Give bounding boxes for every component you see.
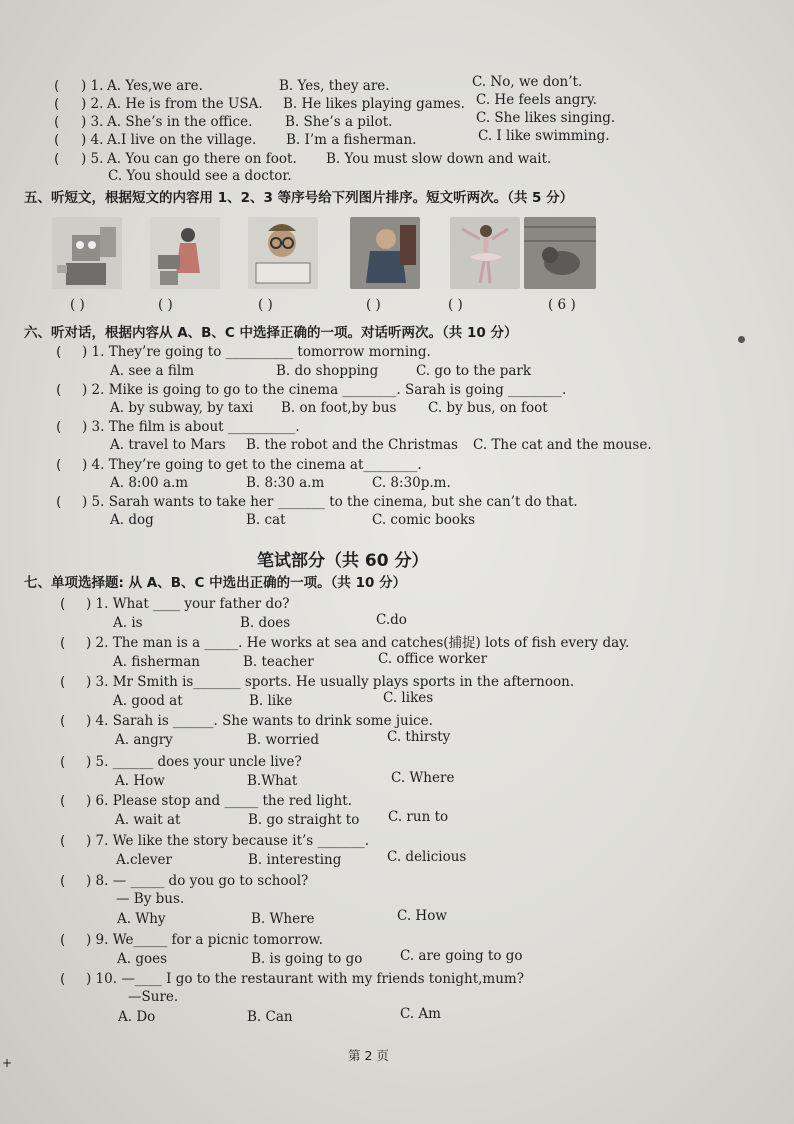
question-text: ) 10. —____ I go to the restaurant with my friends tonight,mum?: [86, 971, 524, 987]
answer-paren: (: [60, 713, 66, 729]
ink-dot: [738, 336, 745, 343]
answer-paren: (: [60, 932, 66, 948]
option-c: C. thirsty: [387, 729, 451, 745]
option-b: B. You must slow down and wait.: [326, 151, 552, 167]
option-b: B. go straight to: [248, 812, 360, 828]
option-a: A. see a film: [110, 363, 194, 379]
option-a: A. 8:00 a.m: [110, 475, 189, 491]
option-b: B. is going to go: [251, 951, 363, 967]
option-b: B. like: [249, 693, 293, 709]
option-b: B. do shopping: [276, 363, 379, 379]
answer-paren: (: [60, 596, 66, 612]
option-c: C. He feels angry.: [476, 92, 597, 108]
option-b: B. I’m a fisherman.: [286, 132, 417, 148]
picture-order-slot: ( ): [70, 297, 85, 313]
options-line: [0, 809, 794, 828]
picture-order-slot: ( ): [366, 297, 381, 313]
response-line: [0, 891, 794, 907]
question-text: ) 8. — _____ do you go to school?: [86, 873, 309, 889]
woman-cooking-picture: [150, 217, 220, 289]
options-line: [0, 849, 794, 868]
options-line: [0, 512, 794, 528]
option-a: A.I live on the village.: [107, 132, 257, 148]
option-c: C. Am: [400, 1006, 441, 1022]
question-text: ) 2. The man is a _____. He works at sea and catches(捕捉) lots of fish every day.: [86, 635, 630, 651]
options-line: [0, 1006, 794, 1025]
listening-item: [0, 151, 794, 167]
listening-item: [0, 74, 794, 94]
question-text: ) 1. What ____ your father do?: [86, 596, 290, 612]
question-number: ) 3.: [81, 114, 104, 130]
question-line: [0, 635, 794, 651]
option-b: B. the robot and the Christmas: [246, 437, 458, 453]
question-line: [0, 419, 794, 435]
picture-row: [52, 217, 612, 293]
options-line: [0, 948, 794, 967]
listening-item: [0, 110, 794, 130]
question-text: ) 5. ______ does your uncle live?: [86, 754, 302, 770]
question-line: [0, 873, 794, 889]
option-a: A. You can go there on foot.: [107, 151, 297, 167]
option-a: A. is: [113, 615, 143, 631]
question-text: ) 2. Mike is going to go to the cinema ________. Sarah is going ________.: [82, 382, 567, 398]
man-sitting-picture: [350, 217, 420, 289]
answer-paren: (: [60, 873, 66, 889]
answer-paren: (: [54, 114, 60, 130]
answer-paren: (: [56, 494, 62, 510]
picture-order-slot: ( 6 ): [548, 297, 576, 313]
cat-picture: [524, 217, 596, 289]
options-line: [0, 651, 794, 670]
question-text: ) 9. We_____ for a picnic tomorrow.: [86, 932, 323, 948]
answer-paren: (: [54, 96, 60, 112]
option-c: C. run to: [388, 809, 449, 825]
answer-paren: (: [56, 457, 62, 473]
ballet-dancer-picture: [450, 217, 520, 289]
listening-item-5-option-c: [0, 168, 794, 184]
question-text: ) 3. The film is about __________.: [82, 419, 300, 435]
question-text: ) 3. Mr Smith is_______ sports. He usually plays sports in the afternoon.: [86, 674, 575, 690]
listening-item: [0, 128, 794, 148]
question-line: [0, 674, 794, 690]
answer-paren: (: [56, 344, 62, 360]
answer-paren: (: [60, 971, 66, 987]
answer-paren: (: [60, 674, 66, 690]
answer-paren: (: [56, 419, 62, 435]
question-text: ) 4. Sarah is ______. She wants to drink some juice.: [86, 713, 433, 729]
option-b: B.What: [247, 773, 298, 789]
question-number: ) 5.: [81, 151, 104, 167]
options-line: [0, 475, 794, 491]
answer-paren: (: [60, 833, 66, 849]
question-text: ) 4. They’re going to get to the cinema at________.: [82, 457, 422, 473]
option-a: A.clever: [116, 852, 172, 868]
option-c: C. She likes singing.: [476, 110, 616, 126]
answer-paren: (: [54, 132, 60, 148]
option-c: C. You should see a doctor.: [108, 168, 292, 184]
corner-mark: +: [2, 1056, 13, 1070]
option-b: B. on foot,by bus: [281, 400, 397, 416]
question-line: [0, 971, 794, 987]
option-a: A. fisherman: [113, 654, 200, 670]
answer-paren: (: [54, 78, 60, 94]
option-a: A. good at: [113, 693, 183, 709]
option-c: C. comic books: [372, 512, 476, 528]
option-b: B. does: [240, 615, 291, 631]
answer-paren: (: [60, 754, 66, 770]
options-line: [0, 770, 794, 789]
picture-order-slot: ( ): [448, 297, 463, 313]
option-c: C. I like swimming.: [478, 128, 610, 144]
boy-reading-picture: [248, 217, 318, 289]
option-a: A. by subway, by taxi: [110, 400, 254, 416]
options-line: [0, 437, 794, 453]
question-line: [0, 833, 794, 849]
option-c: C. go to the park: [416, 363, 532, 379]
section5-title: 五、听短文，根据短文的内容用 1、2、3 等序号给下列图片排序。短文听两次。（共 5 分）: [24, 190, 574, 206]
options-line: [0, 690, 794, 709]
option-c: C. likes: [383, 690, 434, 706]
section7-title: 七、单项选择题: 从 A、B、C 中选出正确的一项。（共 10 分）: [24, 575, 407, 591]
option-a: A. Why: [117, 911, 166, 927]
question-text: ) 6. Please stop and _____ the red light.: [86, 793, 352, 809]
response-text: —Sure.: [128, 989, 179, 1005]
answer-paren: (: [60, 793, 66, 809]
options-line: [0, 729, 794, 748]
option-a: A. travel to Mars: [110, 437, 226, 453]
question-line: [0, 754, 794, 770]
question-line: [0, 382, 794, 398]
question-line: [0, 494, 794, 510]
answer-paren: (: [60, 635, 66, 651]
option-a: A. She’s in the office.: [107, 114, 253, 130]
question-line: [0, 596, 794, 612]
response-line: [0, 989, 794, 1005]
question-text: ) 7. We like the story because it’s _______.: [86, 833, 370, 849]
option-b: B. He likes playing games.: [283, 96, 465, 112]
option-b: B. teacher: [243, 654, 314, 670]
option-a: A. How: [115, 773, 165, 789]
options-line: [0, 400, 794, 416]
option-c: C. 8:30p.m.: [372, 475, 451, 491]
question-text: ) 1. They’re going to __________ tomorrow morning.: [82, 344, 431, 360]
page-number: 第 2 页: [348, 1048, 389, 1063]
picture-order-slot: ( ): [258, 297, 273, 313]
option-c: C. The cat and the mouse.: [473, 437, 652, 453]
listening-item: [0, 92, 794, 112]
option-a: A. dog: [110, 512, 154, 528]
option-c: C. delicious: [387, 849, 467, 865]
option-b: B. worried: [247, 732, 320, 748]
option-a: A. wait at: [115, 812, 181, 828]
option-c: C. office worker: [378, 651, 488, 667]
question-line: [0, 344, 794, 360]
option-a: A. Do: [118, 1009, 156, 1025]
question-number: ) 1.: [81, 78, 104, 94]
option-a: A. Yes,we are.: [107, 78, 203, 94]
options-line: [0, 612, 794, 631]
option-c: C.do: [376, 612, 407, 628]
question-line: [0, 713, 794, 729]
question-line: [0, 457, 794, 473]
options-line: [0, 908, 794, 927]
question-text: ) 5. Sarah wants to take her _______ to the cinema, but she can’t do that.: [82, 494, 578, 510]
option-c: C. No, we don’t.: [472, 74, 583, 90]
question-line: [0, 932, 794, 948]
option-a: A. angry: [115, 732, 173, 748]
option-a: A. goes: [117, 951, 168, 967]
answer-paren: (: [56, 382, 62, 398]
section6-title: 六、听对话，根据内容从 A、B、C 中选择正确的一项。对话听两次。（共 10 分）: [24, 325, 518, 341]
option-c: C. Where: [391, 770, 455, 786]
question-number: ) 2.: [81, 96, 104, 112]
option-c: C. by bus, on foot: [428, 400, 548, 416]
picture-order-slot: ( ): [158, 297, 173, 313]
option-b: B. Yes, they are.: [279, 78, 390, 94]
option-a: A. He is from the USA.: [107, 96, 263, 112]
response-text: — By bus.: [116, 891, 185, 907]
option-b: B. interesting: [248, 852, 342, 868]
question-number: ) 4.: [81, 132, 104, 148]
option-c: C. are going to go: [400, 948, 523, 964]
option-b: B. She’s a pilot.: [285, 114, 393, 130]
question-line: [0, 793, 794, 809]
option-b: B. cat: [246, 512, 286, 528]
option-b: B. 8:30 a.m: [246, 475, 325, 491]
written-part-title: 笔试部分（共 60 分）: [257, 551, 429, 571]
options-line: [0, 363, 794, 379]
option-b: B. Where: [251, 911, 315, 927]
option-b: B. Can: [247, 1009, 293, 1025]
answer-paren: (: [54, 151, 60, 167]
option-c: C. How: [397, 908, 447, 924]
robot-picture: [52, 217, 122, 289]
